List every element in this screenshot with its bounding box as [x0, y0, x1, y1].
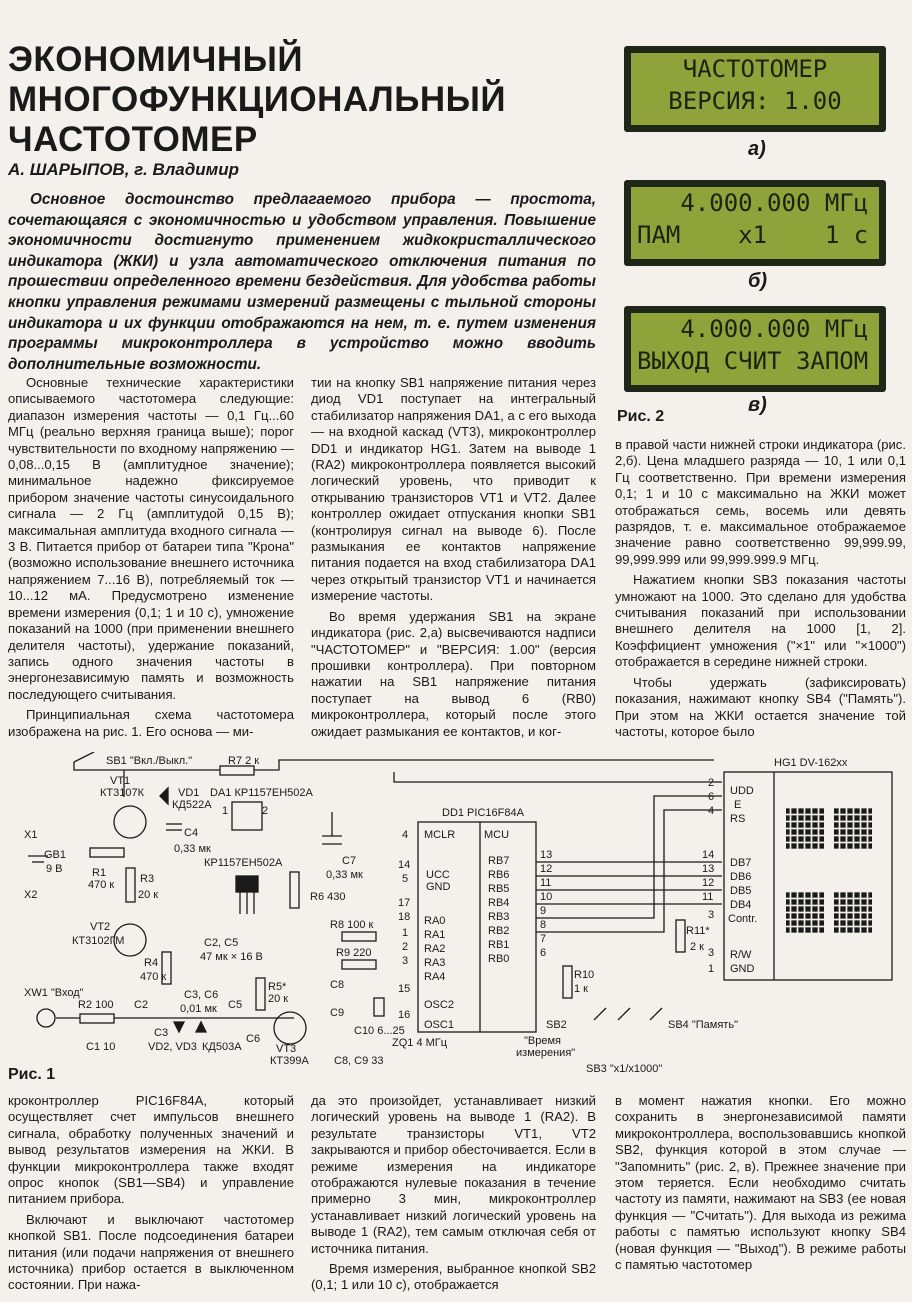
r4-label: R4 — [144, 957, 159, 969]
bottom-column-3 — [615, 1093, 906, 1277]
sb3-label: SB3 "x1/x1000" — [586, 1063, 663, 1072]
hg1-db5: DB5 — [730, 885, 752, 897]
vt1-transistor — [114, 806, 146, 838]
vt1-label: VT1 — [110, 775, 131, 787]
lcd-a-row2: ВЕРСИЯ: 1.00 — [668, 87, 842, 115]
r10-label: R10 — [574, 969, 595, 981]
lcd-a-row1: ЧАСТОТОМЕР — [682, 55, 828, 83]
r11-resistor — [676, 920, 685, 952]
c9-label: C9 — [330, 1007, 345, 1019]
bottom-column-2 — [311, 1093, 596, 1298]
dd1-rb0: RB0 — [488, 953, 510, 965]
lcd-display-a — [624, 46, 886, 132]
r7-label: R7 2 к — [228, 755, 260, 767]
bus-wire — [536, 796, 722, 918]
c3-label: C3 — [154, 1027, 169, 1039]
text-column-1 — [8, 375, 294, 744]
dd1-rb3: RB3 — [488, 911, 510, 923]
dd1-pin: 8 — [540, 919, 547, 931]
sb4-label: SB4 "Память" — [668, 1019, 738, 1031]
c1-label: C1 10 — [86, 1041, 116, 1053]
hg1-pin: 11 — [702, 891, 714, 903]
hg1-pin: 4 — [708, 805, 715, 817]
dd1-pin: 11 — [540, 877, 552, 889]
dd1-pin: 4 — [402, 829, 409, 841]
dd1-ra3: RA3 — [424, 957, 446, 969]
hg1-db6: DB6 — [730, 871, 752, 883]
vt2-type: КТ3102ГМ — [72, 935, 125, 947]
r11-label: R11* — [686, 925, 710, 937]
r10-resistor — [563, 966, 572, 998]
title-line-2: МНОГОФУНКЦИОНАЛЬНЫЙ — [8, 80, 507, 119]
vt1-type: КТ3107К — [100, 787, 145, 799]
dd1-pin: 15 — [398, 983, 411, 995]
c8c9-label: C8, C9 33 — [334, 1055, 384, 1067]
c2-label: C2 — [134, 999, 149, 1011]
da1-package-icon — [236, 876, 258, 892]
xw1-connector — [37, 1009, 55, 1027]
xw1-label: XW1 "Вход" — [24, 987, 84, 999]
hg1-udd: UDD — [730, 785, 754, 797]
hg1-label: HG1 DV-162xx — [774, 757, 848, 769]
col3-paragraph-3: Чтобы удержать (зафиксировать) показания, нажимают кнопку SB4 ("Память"). При этом на ЖКИ остается значение той частоты, которое было — [615, 674, 906, 739]
da1-pin-3: 1 — [222, 805, 229, 817]
dd1-pin: 9 — [540, 905, 547, 917]
vd1-type: КД522А — [172, 799, 212, 811]
c4-label: C4 — [184, 827, 199, 839]
dd1-pin: 7 — [540, 933, 547, 945]
dd1-rb1: RB1 — [488, 939, 510, 951]
dd1-ra0: RA0 — [424, 915, 446, 927]
fig1-caption: Рис. 1 — [8, 1066, 56, 1083]
r2-label: R2 100 — [78, 999, 114, 1011]
lcd-display-c — [624, 306, 886, 392]
lcd-c-row1: 4.000.000 МГц — [637, 315, 869, 343]
vd2-diode — [174, 1022, 184, 1032]
hg1-gnd: GND — [730, 963, 755, 975]
bcol3-paragraph-1: в момент нажатия кнопки. Его можно сохранить в энергонезависимой памяти микроконтроллера, воспользовавшись кнопкой SB2, функция которой в этом случае — "Запомнить" (рис. 2, в). Прежнее значение при этом теряется. Если необходимо считать частоту из памяти, нажимают на SB3 (ее новая функция — "Считать"). Для выхода из режима работы с памятью используют кнопку SB4 (новая функция — "Выход"). В режиме работы с памятью частотомер — [615, 1093, 906, 1273]
r3-value: 20 к — [138, 889, 159, 901]
dd1-rb4: RB4 — [488, 897, 510, 909]
r1-resistor — [90, 848, 124, 857]
dd1-ra1: RA1 — [424, 929, 446, 941]
c2c5-value: 47 мк × 16 В — [200, 951, 263, 963]
bcol1-paragraph-2: Включают и выключают частотомер кнопкой SB1. После подсоединения батареи питания (или подачи напряжения от внешнего источника) прибор остается в выключенном состоянии. При нажа- — [8, 1211, 294, 1293]
text-column-2 — [311, 375, 596, 744]
zq1-crystal — [374, 998, 384, 1016]
gb1-value: 9 В — [46, 863, 63, 875]
r3-resistor — [126, 868, 135, 902]
col3-paragraph-2: Нажатием кнопки SB3 показания частоты умножают на 1000. Это сделано для удобства считывания показаний при использовании внешнего делителя на 1000 [1, 2]. Коэффициент умножения ("×1" или "×1000") отображается в середине нижней строки. — [615, 572, 906, 670]
col1-paragraph-1: Основные технические характеристики описываемого частотомера следующие: диапазон измерения частоты — 0,1 Гц...60 МГц (реально верхняя граница выше); порог чувствительности по входному напряжению — 0,08...0,15 В (амплитудное значение); минимальное надежно фиксируемое прибором значение частоты синусоидального сигнала — 2 Гц (амплитудой 0,15 В); максимальная амплитуда входного сигнала — 3 В. Питается прибор от батареи типа "Крона" (возможно использование внешнего источника напряжением 7...16 В), потребляемый ток — 10...12 мА. Предусмотрено изменение времени измерения (0,1; 1 и 10 с), умножение показаний на 1000 (при применении внешнего делителя частоты), удержание показаний, запись одного значения частоты в энергонезависимую память и возможность последующего считывания. — [8, 375, 294, 702]
r9-resistor — [342, 960, 376, 969]
dd1-pin: 18 — [398, 911, 411, 923]
dd1-osc2: OSC2 — [424, 999, 454, 1011]
bcol2-paragraph-1: да это произойдет, устанавливает низкий логический уровень на выводе 1 (RA2). В результате транзисторы VT1, VT2 закрываются и прибор обесточивается. Если в режиме измерения на индикаторе отображаются нулевые показания в течение примерно 3 мин, микроконтроллер устанавливает низкий логический уровень на выводе 1 (RA2), тем самым отключая себя от источника питания. — [311, 1093, 596, 1256]
lcd-c-row2: ВЫХОД СЧИТ ЗАПОМ — [637, 347, 869, 375]
hg1-rs: RS — [730, 813, 746, 825]
r4-value: 470 к — [140, 971, 167, 983]
dd1-pin: 10 — [540, 891, 553, 903]
lcd-b-row2: ПАМ x1 1 с — [637, 221, 869, 249]
dd1-pin: 5 — [402, 873, 409, 885]
hg1-db4: DB4 — [730, 899, 752, 911]
da1-pin-1: 2 — [262, 805, 269, 817]
vt3-type: КТ399А — [270, 1055, 309, 1067]
sb2-label: SB2 — [546, 1019, 567, 1031]
sb2-caption-1: "Время — [524, 1035, 561, 1047]
da1-package-label: КР1157ЕН502А — [204, 857, 283, 869]
dd1-mclr: MCLR — [424, 829, 456, 841]
c5-label: C5 — [228, 999, 243, 1011]
lcd-display-b — [624, 180, 886, 266]
dd1-osc1: OSC1 — [424, 1019, 454, 1031]
hg1-pin: 2 — [708, 777, 715, 789]
c8-label: C8 — [330, 979, 345, 991]
sb2-button — [594, 1008, 606, 1020]
lcd-caption-a: а) — [748, 138, 766, 160]
r5-value: 20 к — [268, 993, 289, 1005]
hg1-pin: 14 — [702, 849, 715, 861]
dd1-rb7: RB7 — [488, 855, 510, 867]
r1-value: 470 к — [88, 879, 115, 891]
hg1-pin: 12 — [702, 877, 715, 889]
r7-resistor — [220, 766, 254, 775]
vd1-label: VD1 — [178, 787, 200, 799]
circuit-schematic — [14, 752, 904, 1072]
hg1-pin: 13 — [702, 863, 715, 875]
c7-value: 0,33 мк — [326, 869, 363, 881]
dd1-ucc: UCC — [426, 869, 450, 881]
c6-label: C6 — [246, 1033, 261, 1045]
da1-label: DA1 КР1157ЕН502А — [210, 787, 313, 799]
article-title — [8, 40, 608, 160]
title-line-1: ЭКОНОМИЧНЫЙ — [8, 40, 304, 79]
r11-value: 2 к — [690, 941, 704, 953]
da1-regulator — [232, 802, 262, 830]
dd1-pin: 14 — [398, 859, 411, 871]
bcol1-paragraph-1: кроконтроллер PIC16F84A, который осуществляет счет импульсов внешнего сигнала, обработку полученных значений и вывод результатов измерения на ЖКИ. В функции микроконтроллера также входят опрос кнопок (SB1—SB4) и управление питанием прибора. — [8, 1093, 294, 1207]
c2c5-label: C2, C5 — [204, 937, 239, 949]
c7-label: C7 — [342, 855, 357, 867]
vt2-label: VT2 — [90, 921, 111, 933]
article-author: А. ШАРЫПОВ, г. Владимир — [8, 160, 239, 179]
dd1-pin: 16 — [398, 1009, 411, 1021]
sb3-button — [618, 1008, 630, 1020]
vd23-type: КД503А — [202, 1041, 242, 1053]
hg1-contr: Contr. — [728, 913, 758, 925]
c3c6-value: 0,01 мк — [180, 1003, 217, 1015]
sb1-label: SB1 "Вкл./Выкл." — [106, 755, 193, 767]
lcd-b-row1: 4.000.000 МГц — [637, 189, 869, 217]
col3-paragraph-1: в правой части нижней строки индикатора (рис. 2,б). Цена младшего разряда — 10, 1 или 0,1 Гц соответственно. При времени измерения 0,1; 1 и 10 с максимально на ЖКИ может отображаться семь, восемь или девять разрядов, т. е. максимальное отображаемое значение равно соответственно 99,999.99, 99,999.999 или 99,999.999.9 МГц. — [615, 437, 906, 567]
hg1-pin: 3 — [708, 947, 715, 959]
vd1-diode — [160, 788, 168, 804]
hg1-pin: 1 — [708, 963, 715, 975]
x1-label: X1 — [24, 829, 38, 841]
fig2-caption: Рис. 2 — [617, 408, 665, 425]
x2-label: X2 — [24, 889, 38, 901]
col2-paragraph-2: Во время удержания SB1 на экране индикатора (рис. 2,а) высвечиваются надписи "ЧАСТОТОМЕР" и "ВЕРСИЯ: 1.00" (версия прошивки контроллера). При повторном нажатии на SB1 напряжение питания поступает на вывод 6 (RB0) микроконтроллера, который после этого ожидает размыкания ее контактов, и ког- — [311, 608, 596, 739]
dd1-gnd: GND — [426, 881, 451, 893]
r1-label: R1 — [92, 867, 107, 879]
dd1-rb5: RB5 — [488, 883, 510, 895]
c4-value: 0,33 мк — [174, 843, 211, 855]
r9-label: R9 220 — [336, 947, 372, 959]
hg1-rw: R/W — [730, 949, 752, 961]
r6-label: R6 430 — [310, 891, 346, 903]
r6-resistor — [290, 872, 299, 908]
r8-label: R8 100 к — [330, 919, 374, 931]
c3c6-label: C3, C6 — [184, 989, 219, 1001]
dd1-ra4: RA4 — [424, 971, 446, 983]
dd1-pin: 12 — [540, 863, 553, 875]
text-column-3 — [615, 437, 906, 744]
r5-resistor — [256, 978, 265, 1010]
sb2-caption-2: измерения" — [516, 1047, 576, 1059]
hg1-db7: DB7 — [730, 857, 752, 869]
dd1-label: DD1 PIC16F84A — [442, 807, 524, 819]
vd23-label: VD2, VD3 — [148, 1041, 197, 1053]
c10-label: C10 6...25 — [354, 1025, 405, 1037]
zq1-label: ZQ1 4 МГц — [392, 1037, 448, 1049]
gb1-label: GB1 — [44, 849, 67, 861]
dd1-rb2: RB2 — [488, 925, 510, 937]
lcd-caption-c: в) — [748, 394, 767, 416]
dd1-pin: 3 — [402, 955, 409, 967]
sb1-switch — [74, 752, 94, 762]
col2-paragraph-1: тии на кнопку SB1 напряжение питания через диод VD1 поступает на интегральный стабилизатор напряжения DA1, а с его выхода — на входной каскад (VT3), микроконтроллер DD1 и индикатор HG1. Затем на выводе 1 (RA2) микроконтроллера появляется высокий логический уровень, что приводит к открыванию транзисторов VT1 и VT2. Далее контроллер ожидает отпускания кнопки SB1 (контролируя сигнал на выводе 6). После размыкания ее контактов напряжение питания подается на вход стабилизатора DA1 через открытый транзистор VT1 и начинается измерение частоты. — [311, 375, 596, 604]
hg1-pin: 3 — [708, 909, 715, 921]
r5-label: R5* — [268, 981, 287, 993]
dd1-pin: 2 — [402, 941, 409, 953]
r2-resistor — [80, 1014, 114, 1023]
vt3-transistor — [274, 1012, 306, 1044]
dd1-rb6: RB6 — [488, 869, 510, 881]
r3-label: R3 — [140, 873, 155, 885]
dd1-pin: 6 — [540, 947, 547, 959]
hg1-pin: 6 — [708, 791, 715, 803]
col1-paragraph-2: Принципиальная схема частотомера изображена на рис. 1. Его основа — ми- — [8, 707, 294, 739]
r10-value: 1 к — [574, 983, 588, 995]
bcol2-paragraph-2: Время измерения, выбранное кнопкой SB2 (0,1; 1 или 10 с), отображается — [311, 1261, 596, 1293]
dd1-pin: 17 — [398, 897, 411, 909]
article-lead: Основное достоинство предлагаемого прибора — простота, сочетающаяся с экономичностью и удобством управления. Повышение экономичности достигнуто применением жидкокристаллического индикатора (ЖКИ) и узла автоматического отключения питания по прошествии определенного времени бездействия. Для удобства работы кнопки управления режимами измерений размещены с тыльной стороны индикатора и их функции отображаются на нем, т. е. путем изменения программы микроконтроллера в устройство можно вводить дополнительные возможности. — [8, 191, 596, 373]
bottom-column-1 — [8, 1093, 294, 1298]
dd1-mcu: MCU — [484, 829, 510, 841]
dd1-ra2: RA2 — [424, 943, 446, 955]
bus-wire — [394, 772, 722, 782]
dd1-pin: 1 — [402, 927, 409, 939]
hg1-e: E — [734, 799, 742, 811]
dd1-pin: 13 — [540, 849, 553, 861]
bus-wire — [536, 810, 722, 932]
r8-resistor — [342, 932, 376, 941]
vd3-diode — [196, 1022, 206, 1032]
title-line-3: ЧАСТОТОМЕР — [8, 120, 258, 159]
sb4-button — [650, 1008, 662, 1020]
lcd-caption-b: б) — [748, 270, 768, 292]
vt3-label: VT3 — [276, 1043, 297, 1055]
